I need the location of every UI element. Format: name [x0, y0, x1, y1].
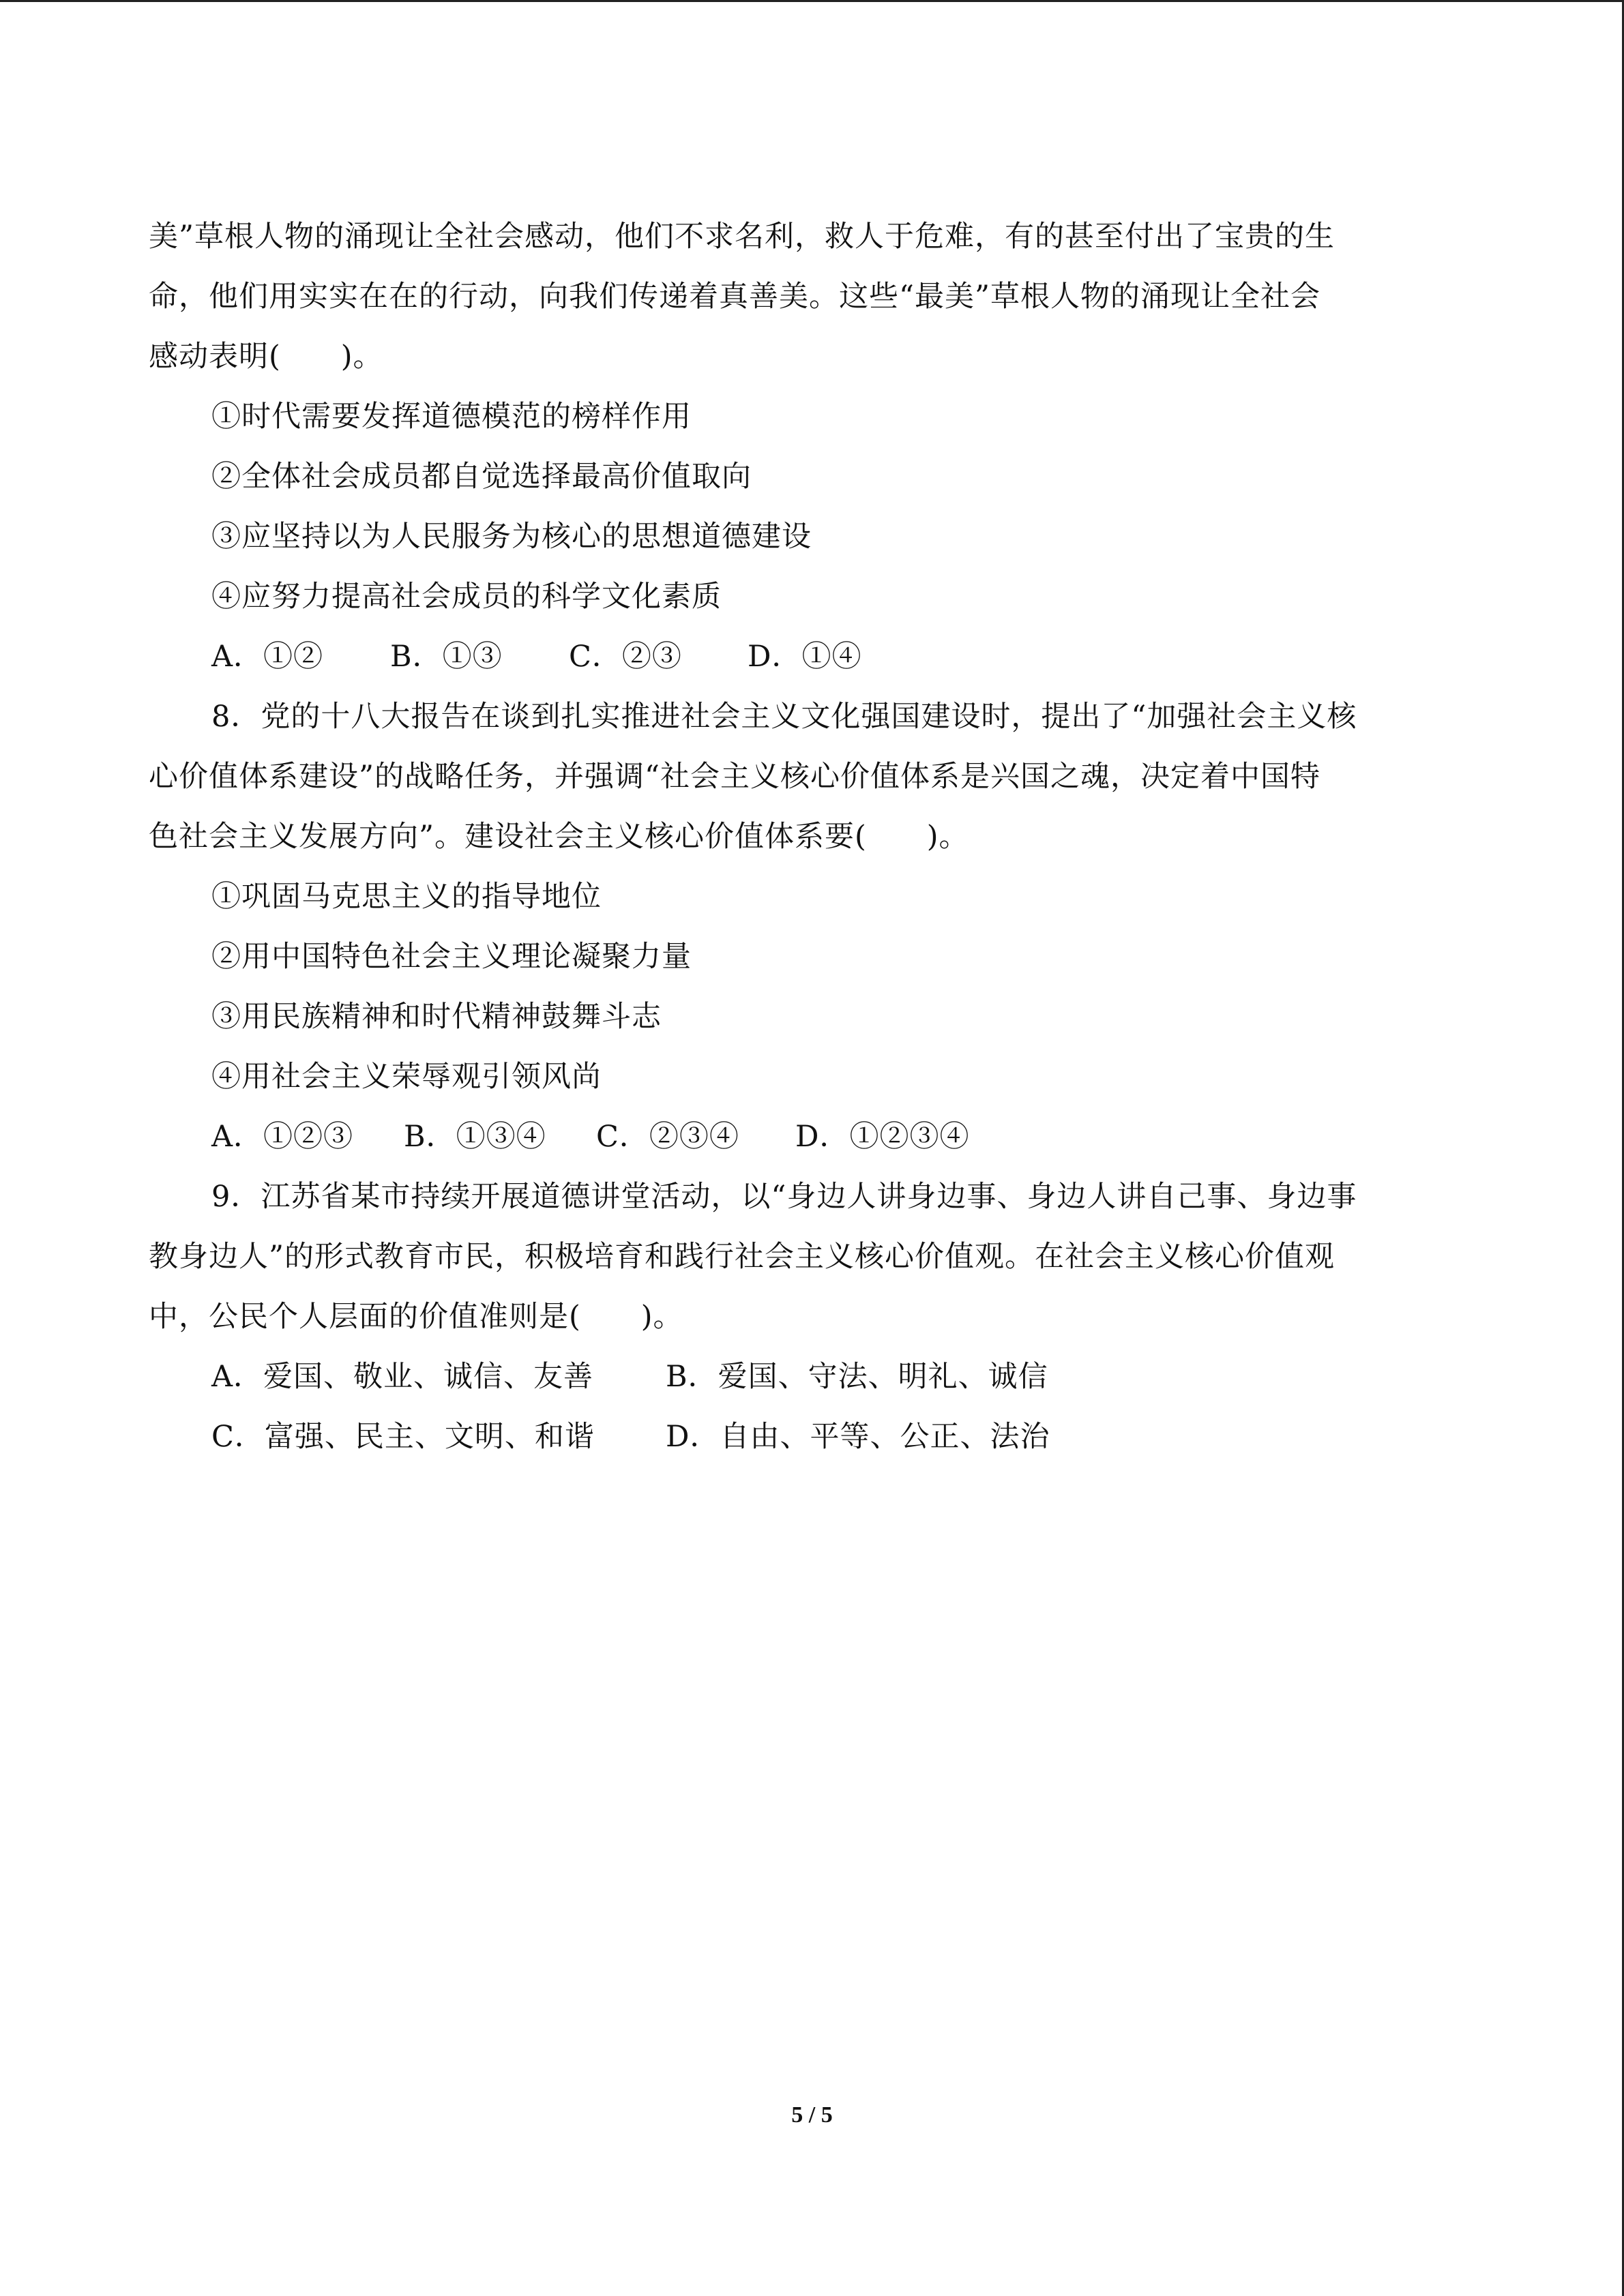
option-d: D．①④ — [748, 640, 862, 674]
option-b: B．爱国、守法、明礼、诚信 — [666, 1360, 1048, 1394]
option-b: B．①③④ — [404, 1120, 546, 1154]
option-a: A．①②③ — [211, 1120, 354, 1154]
question-stem-line: 命，他们用实实在在的行动，向我们传递着真善美。这些“最美”草根人物的涌现让全社会 — [149, 280, 1320, 314]
question-stem-line: 色社会主义发展方向”。建设社会主义核心价值体系要( )。 — [149, 820, 969, 854]
answer-options — [149, 1107, 1475, 1167]
statement-item: ④用社会主义荣辱观引领风尚 — [211, 1060, 602, 1094]
question-stem-line: 8．党的十八大报告在谈到扎实推进社会主义文化强国建设时，提出了“加强社会主义核 — [211, 700, 1357, 734]
question-stem-line: 中，公民个人层面的价值准则是( )。 — [149, 1300, 683, 1334]
option-c: C．②③④ — [596, 1120, 739, 1154]
page-number: 5 / 5 — [791, 2102, 833, 2128]
option-b: B．①③ — [390, 640, 503, 674]
question-stem-line: 感动表明( )。 — [149, 340, 383, 374]
question-8 — [149, 687, 1475, 1167]
statement-item: ③应坚持以为人民服务为核心的思想道德建设 — [211, 520, 812, 554]
statement-item: ②全体社会成员都自觉选择最高价值取向 — [211, 460, 752, 494]
statement-item: ①巩固马克思主义的指导地位 — [211, 880, 602, 914]
option-d: D．①②③④ — [795, 1120, 970, 1154]
question-stem-line: 心价值体系建设”的战略任务，并强调“社会主义核心价值体系是兴国之魂，决定着中国特 — [149, 760, 1320, 794]
page-content — [149, 207, 1475, 1467]
question-stem-line: 美”草根人物的涌现让全社会感动，他们不求名利，救人于危难，有的甚至付出了宝贵的生 — [149, 220, 1335, 254]
statement-item: ①时代需要发挥道德模范的榜样作用 — [211, 400, 692, 434]
question-stem-line: 教身边人”的形式教育市民，积极培育和践行社会主义核心价值观。在社会主义核心价值观 — [149, 1240, 1335, 1274]
option-a: A．①② — [211, 640, 324, 674]
statement-item: ④应努力提高社会成员的科学文化素质 — [211, 580, 722, 614]
statement-item: ③用民族精神和时代精神鼓舞斗志 — [211, 1000, 662, 1034]
answer-options — [149, 1407, 1475, 1467]
statement-item: ②用中国特色社会主义理论凝聚力量 — [211, 940, 692, 974]
option-a: A．爱国、敬业、诚信、友善 — [211, 1360, 594, 1394]
option-c: C．富强、民主、文明、和谐 — [211, 1420, 595, 1454]
option-d: D．自由、平等、公正、法治 — [666, 1420, 1050, 1454]
answer-options — [149, 1347, 1475, 1407]
question-9 — [149, 1167, 1475, 1467]
question-7 — [149, 207, 1475, 687]
answer-options — [149, 627, 1475, 687]
question-stem-line: 9．江苏省某市持续开展道德讲堂活动，以“身边人讲身边事、身边人讲自己事、身边事 — [211, 1180, 1357, 1214]
option-c: C．②③ — [569, 640, 682, 674]
